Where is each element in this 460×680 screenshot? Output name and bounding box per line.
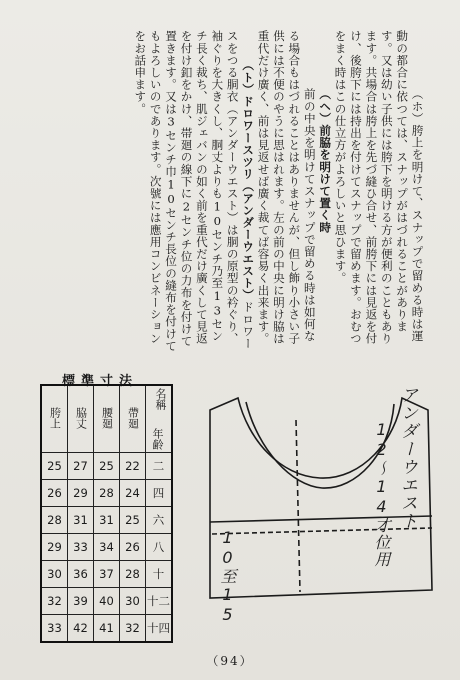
table-cell: 32 (120, 615, 146, 643)
table-cell: 26 (41, 480, 68, 507)
corner-header (146, 385, 173, 453)
standard-measurements-table (40, 384, 173, 643)
handwritten-age-note: 12～14才位用 (372, 420, 391, 568)
table-cell: 22 (120, 453, 146, 480)
table-title: 標準寸法 (62, 374, 139, 389)
table-row (41, 534, 172, 561)
table-cell: 31 (94, 507, 120, 534)
column-header (68, 385, 94, 453)
table-row (41, 480, 172, 507)
table-cell: 27 (68, 453, 94, 480)
table-cell: 30 (41, 561, 68, 588)
text-block-upper (132, 30, 440, 352)
table-cell: 28 (120, 561, 146, 588)
table-row (41, 588, 172, 615)
column-header-label: 帶廻 (126, 406, 140, 429)
table-row (41, 507, 172, 534)
table-cell: 34 (94, 534, 120, 561)
table-cell: 42 (68, 615, 94, 643)
table-cell: 37 (94, 561, 120, 588)
age-cell: 八 (146, 534, 173, 561)
column-header (120, 385, 146, 453)
table-cell: 28 (41, 507, 68, 534)
age-cell: 二 (146, 453, 173, 480)
age-cell: 十二 (146, 588, 173, 615)
column-header-label: 胯上 (48, 406, 62, 429)
age-cell: 四 (146, 480, 173, 507)
table-cell: 28 (94, 480, 120, 507)
table-cell: 33 (41, 615, 68, 643)
page-number: （94） (206, 654, 254, 668)
table-row (41, 453, 172, 480)
table-cell: 41 (94, 615, 120, 643)
table-cell: 30 (120, 588, 146, 615)
age-cell: 十四 (146, 615, 173, 643)
name-header: 名稱 (154, 388, 167, 410)
paragraph-ho: （ホ）胯上を明けて、スナップで留める時は運動の都合に依つては、スナップがはづれることがあります。又は幼い子供には胯下を明ける方が便利のこともあります。共場合は胯上を先づ縫ひ合せ、前胯下には見返を付け、後胯下には持出を付けてスナップで留めます。おむつをまく時はこの仕立方がよろしいと思ひます。 (333, 30, 425, 345)
centre-front-line (296, 420, 300, 592)
table-cell: 24 (120, 480, 146, 507)
age-cell: 十 (146, 561, 173, 588)
table-cell: 31 (68, 507, 94, 534)
table-cell: 25 (41, 453, 68, 480)
age-header: 年齢 (151, 428, 164, 450)
table-cell: 39 (68, 588, 94, 615)
age-cell: 六 (146, 507, 173, 534)
table-cell: 40 (94, 588, 120, 615)
table-header-row (41, 385, 172, 453)
table-row (41, 561, 172, 588)
table-cell: 32 (41, 588, 68, 615)
paragraph-to-heading: （ト）ドロワースツリ（アンダーウエスト） (241, 59, 256, 301)
table-cell: 36 (68, 561, 94, 588)
table-cell: 26 (120, 534, 146, 561)
column-header (41, 385, 68, 453)
table-row (41, 615, 172, 643)
table-cell: 25 (94, 453, 120, 480)
column-header-label: 脇丈 (74, 406, 88, 429)
column-header (94, 385, 120, 453)
table-cell: 29 (68, 480, 94, 507)
handwritten-measure-note: 10至15 (218, 528, 237, 625)
paragraph-to: ドロワースをつる胴衣（アンダーウエスト）は胴の原型の衿ぐり、袖ぐりを大きくし、胴丈よりも10センチ乃至13センチ長く裁ち、肌ジェバンの如く前を重代だけ廣くして見返を付け釦をかけ、帯廻の線下に2センチ位の力布を付けて置きます。又は3センチ巾10センチ長位の縫布を付けてもよろしいのであります。次號には應用コンビネーションをお話申ます。 (133, 30, 256, 352)
table-cell: 33 (68, 534, 94, 561)
handwritten-garment-name: アンダーウエスト (397, 386, 417, 530)
column-header-label: 腰廻 (100, 406, 114, 429)
table-cell: 25 (120, 507, 146, 534)
paragraph-he: 前の中央を明けてスナップで留める時は如何なる場合もはづれることはありませんが、但し飾り小さい子供には不便のやうに思はれます。左の前の中央に明け脇は重代だけ廣く、前は見返せば廣く裁てば容易く出来ます。 (256, 30, 317, 345)
paragraph-he-heading: （ヘ）前脇を明けて置く時 (318, 88, 333, 234)
table-cell: 29 (41, 534, 68, 561)
